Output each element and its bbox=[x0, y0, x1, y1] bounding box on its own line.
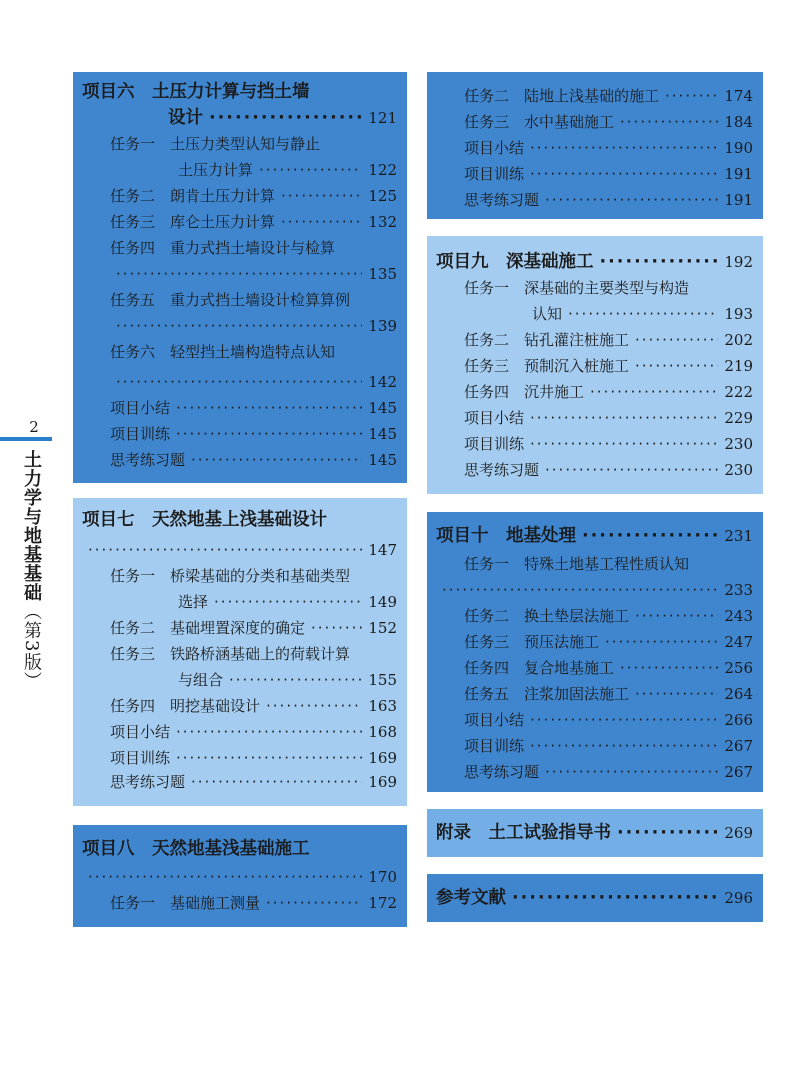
leader-dots bbox=[176, 422, 362, 446]
toc-entry bbox=[110, 184, 397, 208]
toc-entry bbox=[464, 656, 753, 680]
toc-entry-title: 任务三 预制沉入桩施工 bbox=[464, 357, 630, 375]
toc-entry-title: 任务三 预压法施工 bbox=[464, 633, 600, 651]
toc-entry-title: 任务二 陆地上浅基础的施工 bbox=[464, 87, 660, 105]
toc-section-project-9 bbox=[427, 236, 763, 494]
toc-entry-title: 项目小结 bbox=[110, 723, 171, 741]
toc-entry bbox=[110, 770, 397, 794]
toc-entry-title: 项目小结 bbox=[464, 409, 525, 427]
leader-dots bbox=[259, 158, 362, 182]
toc-entry bbox=[110, 396, 397, 420]
toc-page-number: 192 bbox=[724, 253, 753, 271]
leader-dots bbox=[635, 682, 718, 706]
toc-page-number: 121 bbox=[368, 109, 397, 127]
leader-dots bbox=[530, 162, 718, 186]
toc-entry bbox=[464, 432, 753, 456]
toc-entry-title: 任务一 特殊土地基工程性质认知 bbox=[464, 555, 690, 573]
page-number-rule bbox=[0, 437, 52, 441]
toc-entry bbox=[464, 188, 753, 212]
leader-dots bbox=[116, 262, 362, 286]
toc-entry-title: 项目训练 bbox=[464, 435, 525, 453]
toc-entry bbox=[464, 84, 753, 108]
toc-page-number: 145 bbox=[368, 451, 397, 469]
toc-entry-title: 任务三 库仑土压力计算 bbox=[110, 213, 276, 231]
leader-dots bbox=[266, 694, 362, 718]
leader-dots bbox=[545, 458, 718, 482]
leader-dots bbox=[600, 250, 719, 274]
toc-entry bbox=[110, 694, 397, 718]
toc-page-number: 230 bbox=[724, 435, 753, 453]
leader-dots bbox=[665, 84, 718, 108]
toc-page-number: 229 bbox=[724, 409, 753, 427]
toc-page-number: 174 bbox=[724, 87, 753, 105]
toc-page-number: 132 bbox=[368, 213, 397, 231]
leader-dots bbox=[281, 184, 362, 208]
leader-dots bbox=[635, 354, 718, 378]
toc-page-number: 169 bbox=[368, 773, 397, 791]
toc-page-number: 266 bbox=[724, 711, 753, 729]
toc-entry-title: 思考练习题 bbox=[464, 763, 540, 781]
toc-page-number: 170 bbox=[368, 868, 397, 886]
toc-entry bbox=[464, 760, 753, 784]
leader-dots bbox=[545, 760, 718, 784]
leader-dots bbox=[530, 406, 718, 430]
toc-entry-title: 项目小结 bbox=[110, 399, 171, 417]
toc-entry-title: 任务二 朗肯土压力计算 bbox=[110, 187, 276, 205]
leader-dots bbox=[512, 886, 718, 910]
toc-page-number: 190 bbox=[724, 139, 753, 157]
toc-entry-title: 任务二 钻孔灌注桩施工 bbox=[464, 331, 630, 349]
toc-section-project-6 bbox=[73, 72, 407, 483]
leader-dots bbox=[620, 656, 718, 680]
toc-page-number: 139 bbox=[368, 317, 397, 335]
toc-page-number: 267 bbox=[724, 737, 753, 755]
toc-entry-title: 项目九 深基础施工 bbox=[436, 252, 594, 272]
toc-section-project-7 bbox=[73, 498, 407, 806]
toc-page-number: 145 bbox=[368, 399, 397, 417]
toc-entry-title: 项目训练 bbox=[464, 165, 525, 183]
toc-heading bbox=[82, 80, 397, 104]
toc-page-number: 142 bbox=[368, 373, 397, 391]
book-edition: （第3版） bbox=[21, 602, 42, 691]
toc-entry bbox=[110, 262, 397, 286]
toc-entry bbox=[178, 158, 397, 182]
leader-dots bbox=[266, 891, 362, 915]
leader-dots bbox=[88, 538, 362, 562]
toc-entry bbox=[464, 136, 753, 160]
leader-dots bbox=[88, 865, 362, 889]
toc-page-number: 269 bbox=[724, 824, 753, 842]
toc-entry bbox=[464, 708, 753, 732]
toc-entry-title: 任务五 注浆加固法施工 bbox=[464, 685, 630, 703]
leader-dots bbox=[281, 210, 362, 234]
toc-entry bbox=[532, 302, 753, 326]
toc-entry-title: 思考练习题 bbox=[464, 191, 540, 209]
toc-entry bbox=[464, 604, 753, 628]
toc-entry-title: 任务二 换土垫层法施工 bbox=[464, 607, 630, 625]
leader-dots bbox=[635, 604, 718, 628]
toc-section-project-8-cont bbox=[427, 72, 763, 219]
leader-dots bbox=[545, 188, 718, 212]
leader-dots bbox=[191, 770, 362, 794]
leader-dots bbox=[229, 668, 362, 692]
toc-heading bbox=[168, 106, 397, 130]
toc-heading bbox=[436, 524, 753, 548]
toc-entry-title: 项目十 地基处理 bbox=[436, 526, 576, 546]
toc-page-number: 172 bbox=[368, 894, 397, 912]
toc-entry-title: 思考练习题 bbox=[110, 773, 186, 791]
toc-entry-title: 与组合 bbox=[178, 671, 224, 689]
toc-entry bbox=[110, 236, 397, 260]
toc-entry bbox=[110, 448, 397, 472]
toc-heading bbox=[82, 837, 397, 861]
toc-page-number: 230 bbox=[724, 461, 753, 479]
toc-entry bbox=[464, 162, 753, 186]
toc-heading bbox=[436, 250, 753, 274]
leader-dots bbox=[176, 396, 362, 420]
toc-entry-title: 项目训练 bbox=[464, 737, 525, 755]
toc-entry bbox=[110, 422, 397, 446]
leader-dots bbox=[176, 746, 362, 770]
toc-entry bbox=[464, 682, 753, 706]
toc-page-number: 145 bbox=[368, 425, 397, 443]
toc-page-number: 155 bbox=[368, 671, 397, 689]
toc-page-number: 296 bbox=[724, 889, 753, 907]
toc-page-number: 247 bbox=[724, 633, 753, 651]
toc-page-number: 191 bbox=[724, 165, 753, 183]
toc-entry-title: 任务一 桥梁基础的分类和基础类型 bbox=[110, 567, 351, 585]
leader-dots bbox=[530, 734, 718, 758]
toc-entry bbox=[110, 642, 397, 666]
toc-heading bbox=[436, 821, 753, 845]
page-number: 2 bbox=[29, 418, 39, 436]
toc-entry-title: 项目训练 bbox=[110, 749, 171, 767]
toc-entry bbox=[82, 865, 397, 889]
toc-entry bbox=[464, 406, 753, 430]
toc-page-number: 152 bbox=[368, 619, 397, 637]
toc-entry-title: 项目小结 bbox=[464, 139, 525, 157]
toc-entry bbox=[110, 720, 397, 744]
toc-entry-title: 任务三 铁路桥涵基础上的荷载计算 bbox=[110, 645, 351, 663]
book-title: 土力学与地基基础 bbox=[21, 450, 42, 602]
toc-entry-title: 任务一 基础施工测量 bbox=[110, 894, 261, 912]
toc-page-number: 147 bbox=[368, 541, 397, 559]
toc-entry bbox=[178, 590, 397, 614]
leader-dots bbox=[530, 432, 718, 456]
toc-entry bbox=[464, 110, 753, 134]
toc-entry bbox=[464, 328, 753, 352]
toc-entry bbox=[464, 380, 753, 404]
toc-entry bbox=[110, 132, 397, 156]
leader-dots bbox=[311, 616, 362, 640]
leader-dots bbox=[209, 106, 362, 130]
leader-dots bbox=[617, 821, 718, 845]
toc-entry-title: 任务六 轻型挡土墙构造特点认知 bbox=[110, 343, 336, 361]
toc-page-number: 125 bbox=[368, 187, 397, 205]
toc-entry bbox=[110, 314, 397, 338]
toc-page-number: 122 bbox=[368, 161, 397, 179]
toc-entry-title: 认知 bbox=[532, 305, 563, 323]
toc-entry-title: 项目八 天然地基浅基础施工 bbox=[82, 839, 310, 859]
toc-page-number: 219 bbox=[724, 357, 753, 375]
toc-entry-title: 附录 土工试验指导书 bbox=[436, 823, 611, 843]
toc-page-number: 231 bbox=[724, 527, 753, 545]
toc-entry-title: 任务一 深基础的主要类型与构造 bbox=[464, 279, 690, 297]
leader-dots bbox=[605, 630, 718, 654]
toc-entry-title: 任务二 基础埋置深度的确定 bbox=[110, 619, 306, 637]
toc-heading bbox=[436, 886, 753, 910]
toc-section-project-8 bbox=[73, 825, 407, 927]
toc-entry bbox=[110, 340, 397, 364]
toc-page-number: 202 bbox=[724, 331, 753, 349]
book-title-vertical bbox=[14, 450, 44, 690]
leader-dots bbox=[191, 448, 362, 472]
toc-entry bbox=[436, 578, 753, 602]
leader-dots bbox=[442, 578, 718, 602]
toc-entry bbox=[178, 668, 397, 692]
toc-entry bbox=[110, 370, 397, 394]
toc-entry-title: 土压力计算 bbox=[178, 161, 254, 179]
toc-entry bbox=[110, 564, 397, 588]
toc-entry-title: 任务三 水中基础施工 bbox=[464, 113, 615, 131]
toc-page-number: 222 bbox=[724, 383, 753, 401]
toc-entry bbox=[110, 288, 397, 312]
leader-dots bbox=[530, 708, 718, 732]
leader-dots bbox=[620, 110, 718, 134]
toc-entry-title: 任务五 重力式挡土墙设计检算算例 bbox=[110, 291, 351, 309]
toc-page-number: 149 bbox=[368, 593, 397, 611]
toc-entry bbox=[464, 276, 753, 300]
toc-entry-title: 任务四 明挖基础设计 bbox=[110, 697, 261, 715]
toc-entry bbox=[464, 354, 753, 378]
toc-entry bbox=[110, 616, 397, 640]
toc-page-number: 256 bbox=[724, 659, 753, 677]
leader-dots bbox=[635, 328, 718, 352]
toc-entry-title: 思考练习题 bbox=[464, 461, 540, 479]
toc-page-number: 191 bbox=[724, 191, 753, 209]
toc-entry bbox=[110, 746, 397, 770]
toc-entry-title: 思考练习题 bbox=[110, 451, 186, 469]
toc-section-appendix bbox=[427, 809, 763, 857]
toc-entry-title: 参考文献 bbox=[436, 888, 506, 908]
toc-page-number: 193 bbox=[724, 305, 753, 323]
toc-entry bbox=[464, 458, 753, 482]
toc-entry bbox=[110, 210, 397, 234]
toc-entry-title: 任务四 重力式挡土墙设计与检算 bbox=[110, 239, 336, 257]
leader-dots bbox=[116, 314, 362, 338]
leader-dots bbox=[590, 380, 718, 404]
toc-heading bbox=[82, 508, 397, 532]
toc-page-number: 243 bbox=[724, 607, 753, 625]
toc-entry bbox=[110, 891, 397, 915]
toc-entry-title: 项目六 土压力计算与挡土墙 bbox=[82, 82, 310, 102]
leader-dots bbox=[582, 524, 718, 548]
leader-dots bbox=[568, 302, 718, 326]
leader-dots bbox=[116, 370, 362, 394]
toc-page-number: 184 bbox=[724, 113, 753, 131]
toc-entry-title: 选择 bbox=[178, 593, 209, 611]
toc-page-number: 264 bbox=[724, 685, 753, 703]
toc-entry bbox=[464, 630, 753, 654]
toc-page-number: 267 bbox=[724, 763, 753, 781]
leader-dots bbox=[530, 136, 718, 160]
toc-entry bbox=[464, 552, 753, 576]
toc-section-references bbox=[427, 874, 763, 922]
toc-page-number: 169 bbox=[368, 749, 397, 767]
toc-entry-title: 任务四 沉井施工 bbox=[464, 383, 585, 401]
toc-entry-title: 项目七 天然地基上浅基础设计 bbox=[82, 510, 327, 530]
toc-entry bbox=[464, 734, 753, 758]
toc-entry-title: 任务一 土压力类型认知与静止 bbox=[110, 135, 321, 153]
leader-dots bbox=[214, 590, 362, 614]
toc-page-number: 163 bbox=[368, 697, 397, 715]
toc-entry-title: 设计 bbox=[168, 108, 203, 128]
toc-page-number: 168 bbox=[368, 723, 397, 741]
toc-page-number: 135 bbox=[368, 265, 397, 283]
leader-dots bbox=[176, 720, 362, 744]
toc-entry-title: 项目小结 bbox=[464, 711, 525, 729]
toc-entry-title: 项目训练 bbox=[110, 425, 171, 443]
toc-entry-title: 任务四 复合地基施工 bbox=[464, 659, 615, 677]
toc-section-project-10 bbox=[427, 512, 763, 792]
toc-page-number: 233 bbox=[724, 581, 753, 599]
toc-entry bbox=[82, 538, 397, 562]
